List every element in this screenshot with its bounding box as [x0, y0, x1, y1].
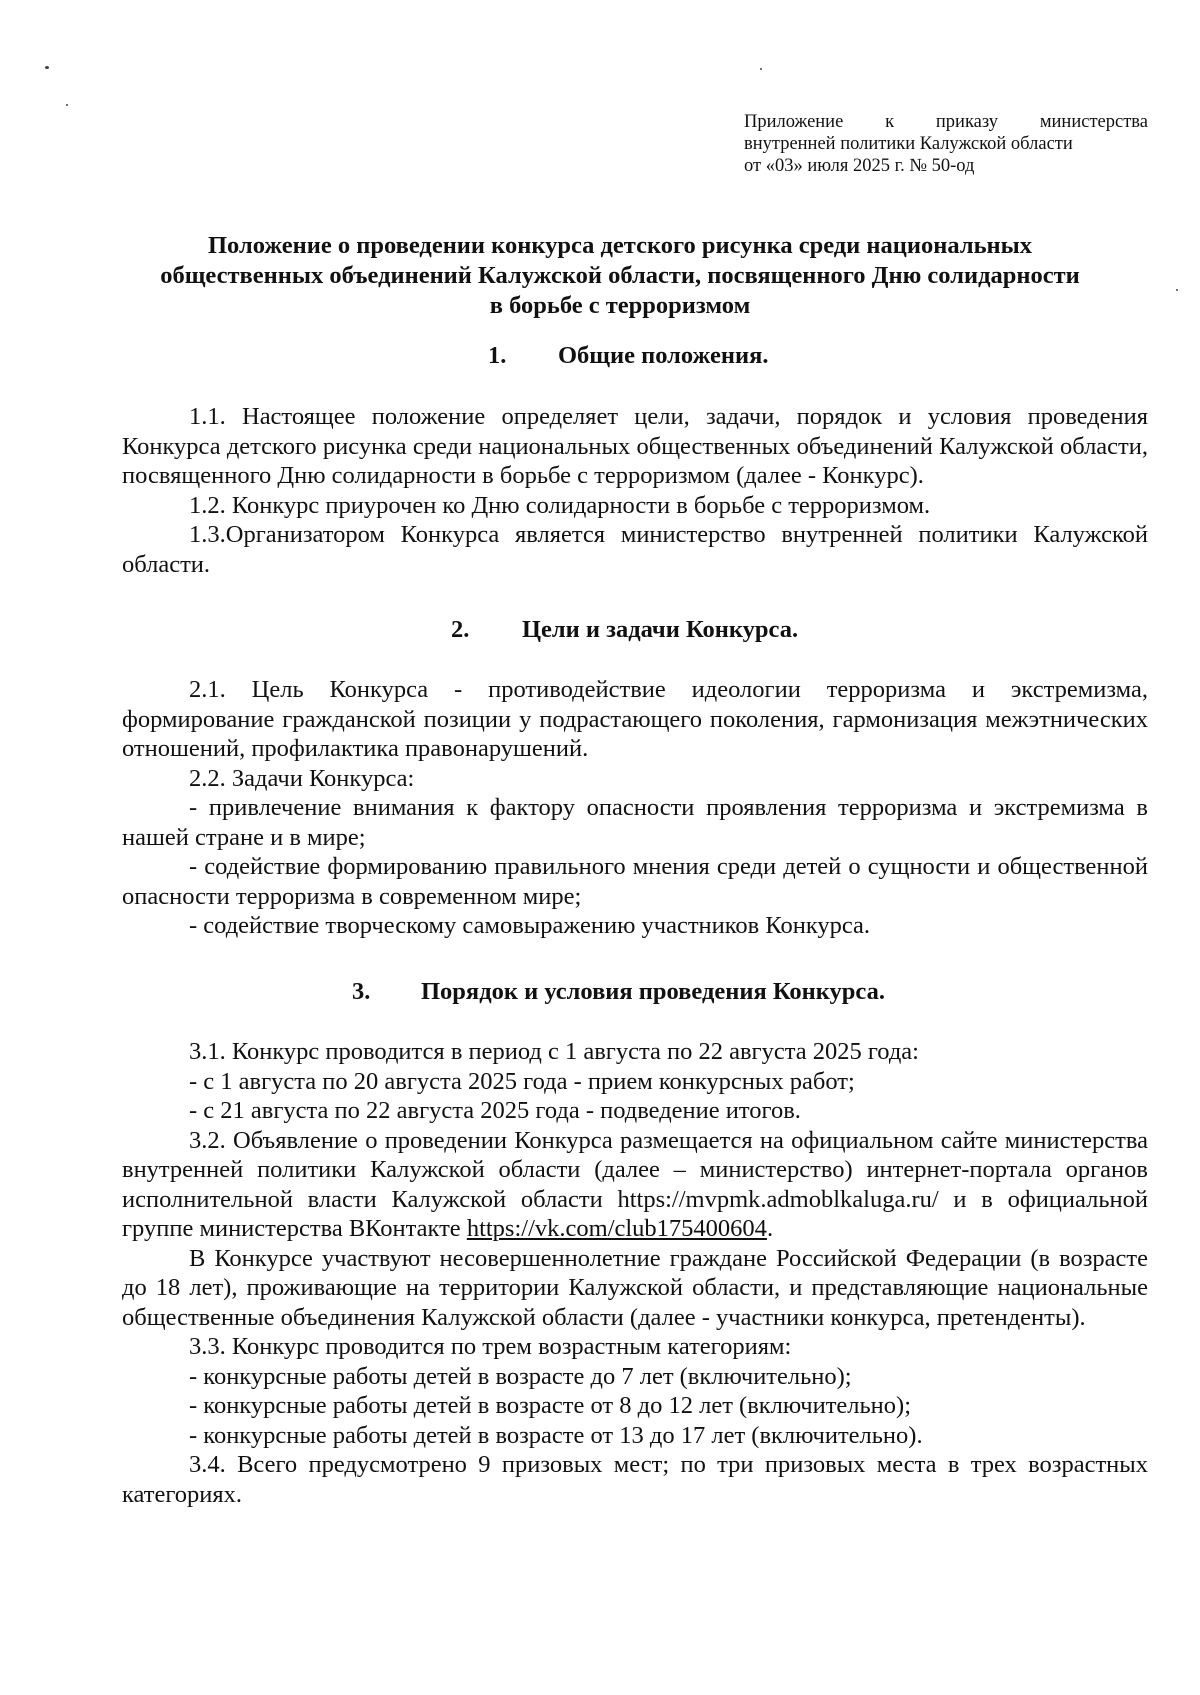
- scan-speck: [1176, 289, 1178, 291]
- approval-line-1: [744, 111, 1148, 133]
- paragraph: 2.1. Цель Конкурса - противодействие идеологии терроризма и экстремизма, формирование гражданской позиции у подрастающего поколения, гармонизация межэтнических отношений, профилактика правонарушений.: [122, 676, 1148, 762]
- scan-speck: [66, 104, 68, 106]
- title-line-3: в борьбе с терроризмом: [489, 292, 751, 319]
- paragraph: - с 1 августа по 20 августа 2025 года - прием конкурсных работ;: [189, 1067, 855, 1095]
- paragraph: - конкурсные работы детей в возрасте от 8 до 12 лет (включительно);: [189, 1392, 911, 1419]
- paragraph-text: 3.2. Объявление о проведении Конкурса размещается на официальном сайте министерства внутренней политики Калужской области (далее – министерство) интернет-портала органов исполнительной власти Калужской области https://mvpmk.admoblkaluga.ru/ и в официальной группе министерства ВКонтакте: [122, 1126, 1148, 1242]
- title-line-2: общественных объединений Калужской области, посвященного Дню солидарности: [160, 262, 1080, 289]
- section-number: 2.: [451, 616, 470, 643]
- paragraph: 3.3. Конкурс проводится по трем возрастным категориям:: [189, 1333, 792, 1360]
- paragraph: 3.4. Всего предусмотрено 9 призовых мест; по три призовых места в трех возрастных категориях.: [122, 1451, 1148, 1508]
- paragraph: - конкурсные работы детей в возрасте от 13 до 17 лет (включительно).: [189, 1421, 923, 1449]
- approval-word: к: [885, 112, 895, 132]
- section-1-body: [122, 402, 1148, 579]
- approval-word: приказу: [935, 112, 999, 132]
- section-number: 1.: [488, 342, 507, 369]
- section-title: Общие положения.: [558, 342, 769, 369]
- paragraph: - с 21 августа по 22 августа 2025 года - подведение итогов.: [189, 1097, 801, 1124]
- link-suffix: .: [766, 1215, 774, 1242]
- paragraph: - содействие творческому самовыражению участников Конкурса.: [189, 912, 871, 939]
- paragraph: 1.2. Конкурс приурочен ко Дню солидарности в борьбе с терроризмом.: [189, 491, 931, 519]
- paragraph: - конкурсные работы детей в возрасте до 7 лет (включительно);: [189, 1362, 852, 1390]
- section-title: Порядок и условия проведения Конкурса.: [421, 978, 885, 1005]
- approval-block: [744, 111, 1148, 177]
- scan-speck: [760, 68, 762, 70]
- paragraph: - содействие формированию правильного мнения среди детей о сущности и общественной опасности терроризма в современном мире;: [122, 853, 1148, 910]
- approval-word: Приложение: [744, 112, 844, 132]
- approval-line-3: от «03» июля 2025 г. № 50-од: [744, 156, 975, 176]
- document-title: [120, 231, 1120, 321]
- section-number: 3.: [352, 978, 371, 1005]
- paragraph: 2.2. Задачи Конкурса:: [189, 764, 415, 792]
- section-3-body: [122, 1037, 1148, 1509]
- vk-group-link[interactable]: https://vk.com/club175400604: [466, 1215, 767, 1242]
- paragraph: В Конкурсе участвуют несовершеннолетние граждане Российской Федерации (в возрасте до 18 лет), проживающие на территории Калужской области, и представляющие национальные общественные объединения Калужской области (далее - участники конкурса, претенденты).: [122, 1244, 1148, 1331]
- paragraph: 3.1. Конкурс проводится в период с 1 августа по 22 августа 2025 года:: [189, 1038, 919, 1065]
- approval-word: министерства: [1039, 112, 1148, 132]
- section-2-body: [122, 675, 1148, 941]
- approval-line-2: внутренней политики Калужской области: [744, 134, 1073, 154]
- paragraph: - привлечение внимания к фактору опасности проявления терроризма и экстремизма в нашей стране и в мире;: [122, 794, 1148, 851]
- section-title: Цели и задачи Конкурса.: [522, 616, 799, 643]
- paragraph: 1.3.Организатором Конкурса является министерство внутренней политики Калужской области.: [122, 521, 1148, 578]
- paragraph: [122, 1126, 1148, 1244]
- scan-speck: [45, 66, 49, 69]
- paragraph: 1.1. Настоящее положение определяет цели, задачи, порядок и условия проведения Конкурса детского рисунка среди национальных общественных объединений Калужской области, посвященного Дню солидарности в борьбе с терроризмом (далее - Конкурс).: [122, 403, 1148, 489]
- title-line-1: Положение о проведении конкурса детского рисунка среди национальных: [207, 232, 1033, 259]
